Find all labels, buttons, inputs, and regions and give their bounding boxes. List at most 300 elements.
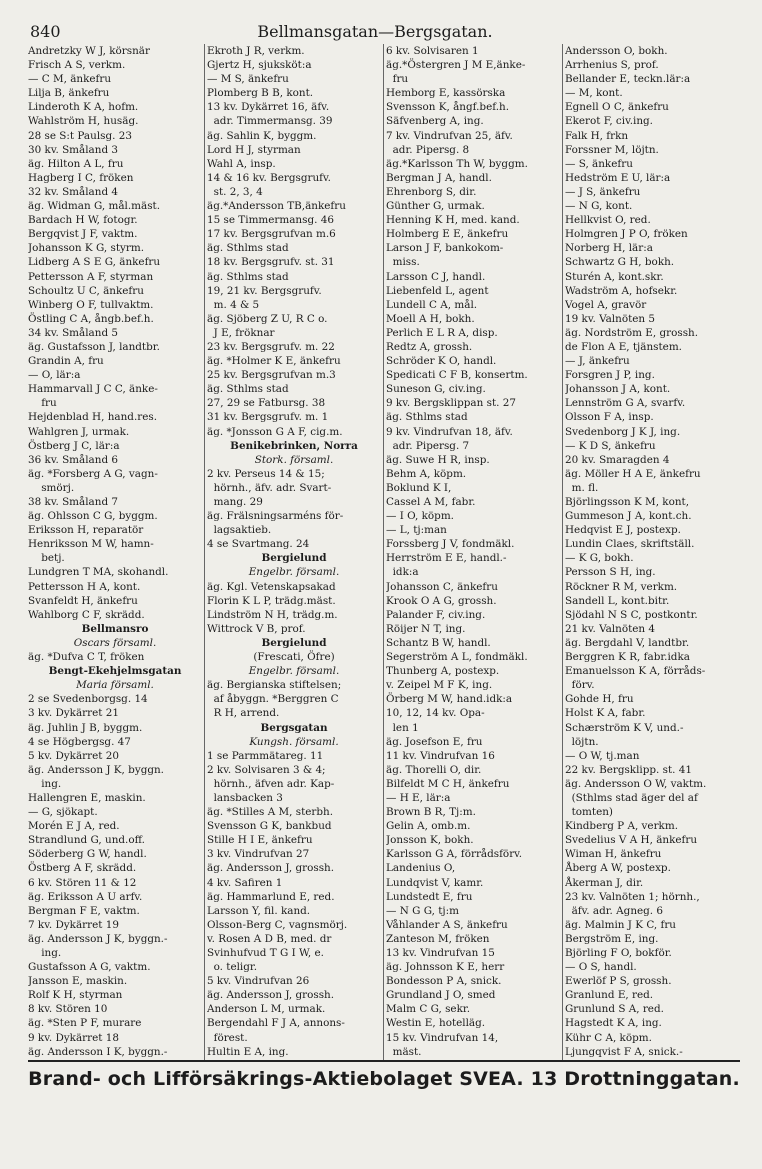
directory-entry: Hagberg I C, fröken: [28, 171, 134, 184]
directory-entry: adr. Pipersg. 8: [386, 143, 470, 156]
directory-entry: Moell A H, bokh.: [386, 312, 475, 325]
directory-entry: Grandin A, fru: [28, 355, 104, 368]
directory-entry: Bondesson P A, snick.: [386, 975, 502, 988]
directory-entry: äg. Sthlms stad: [207, 383, 289, 396]
directory-entry: 1 se Parmmätareg. 11: [207, 749, 324, 762]
directory-entry: Bergman F E, vaktm.: [28, 904, 140, 917]
directory-entry: Hedström E U, lär:a: [565, 171, 671, 184]
directory-entry: Andretzky W J, körsnär: [28, 45, 150, 57]
parish-label: Maria församl.: [76, 679, 154, 692]
directory-entry: Holst K A, fabr.: [565, 707, 646, 720]
directory-entry: — K G, bokh.: [565, 552, 634, 565]
directory-entry: Herrström E E, handl.-: [386, 552, 507, 565]
directory-entry: Lundstedt E, fru: [386, 890, 473, 903]
directory-entry: — O, lär:a: [28, 369, 81, 382]
column-3: [386, 44, 560, 1060]
directory-entry: 23 kv. Bergsgrufv. m. 22: [207, 340, 335, 353]
directory-entry: mäst.: [386, 1045, 422, 1058]
directory-entry: äg. Hammarlund E, red.: [207, 890, 335, 903]
directory-entry: Lilja B, änkefru: [28, 87, 110, 100]
directory-entry: Svensson K, ångf.bef.h.: [386, 101, 510, 114]
directory-entry: Olsson-Berg C, vagnsmörj.: [207, 918, 348, 931]
directory-entry: Grunlund S A, red.: [565, 1003, 664, 1016]
directory-entry: Hammarvall J C C, änke-: [28, 383, 158, 396]
directory-entry: löjtn.: [565, 735, 599, 748]
directory-entry: Eriksson H, reparatör: [28, 524, 144, 537]
directory-entry: — N G G, tj:m: [386, 904, 459, 917]
directory-entry: — I O, köpm.: [386, 510, 454, 523]
directory-entry: äg. Sthlms stad: [207, 270, 289, 283]
directory-entry: Bergendahl F J A, annons-: [207, 1017, 345, 1030]
directory-entry: Östling C A, ångb.bef.h.: [28, 312, 154, 325]
directory-entry: Pettersson H A, kont.: [28, 580, 141, 593]
directory-entry: Schoultz U C, änkefru: [28, 284, 144, 297]
directory-entry: Hedqvist E J, postexp.: [565, 524, 681, 537]
directory-entry: Lundqvist V, kamr.: [386, 876, 484, 889]
directory-entry: ing.: [28, 777, 62, 790]
page-title: Bellmansgatan—Bergsgatan.: [257, 22, 493, 41]
directory-entry: Segerström A L, fondmäkl.: [386, 651, 528, 664]
directory-entry: Wahlgren J, urmak.: [28, 425, 130, 438]
directory-entry: v. Zeipel M F K, ing.: [386, 679, 493, 692]
directory-entry: Gohde H, fru: [565, 693, 634, 706]
directory-entry: Bergström E, ing.: [565, 932, 659, 945]
directory-entry: Redtz A, grossh.: [386, 340, 473, 353]
directory-entry: Winberg O F, tullvaktm.: [28, 298, 154, 311]
directory-entry: 9 kv. Bergsklippan st. 27: [386, 397, 516, 410]
directory-entry: Gelin A, omb.m.: [386, 820, 471, 833]
directory-entry: Östberg J C, lär:a: [28, 439, 120, 452]
directory-entry: — J S, änkefru: [565, 185, 641, 198]
directory-entry: äg. Andersson J, grossh.: [207, 862, 335, 875]
directory-entry: Holmberg E E, änkefru: [386, 228, 509, 241]
directory-entry: 7 kv. Dykärret 19: [28, 918, 119, 931]
directory-entry: len 1: [386, 721, 419, 734]
directory-entry: Ljungqvist F A, snick.-: [565, 1045, 683, 1058]
directory-entry: (Sthlms stad äger del af: [565, 791, 698, 804]
directory-entry: äg. Frälsningsarméns för-: [207, 510, 344, 523]
directory-entry: Lindström N H, trädg.m.: [207, 608, 338, 621]
directory-entry: förest.: [207, 1031, 248, 1044]
directory-entry: Westin E, hotelläg.: [386, 1017, 486, 1030]
directory-entry: Karlsson G A, förrådsförv.: [386, 848, 523, 861]
directory-entry: 13 kv. Dykärret 16, äfv.: [207, 101, 330, 114]
directory-entry: — H E, lär:a: [386, 791, 451, 804]
column-2: [207, 44, 381, 1060]
directory-entry: äg. Andersson J K, byggn.: [28, 763, 164, 776]
directory-entry: äg. Sahlin K, byggm.: [207, 129, 317, 142]
directory-entry: — J, änkefru: [565, 355, 630, 368]
directory-entry: Bergman J A, handl.: [386, 171, 492, 184]
directory-entry: 3 kv. Vindrufvan 27: [207, 848, 310, 861]
directory-entry: Suneson G, civ.ing.: [386, 383, 486, 396]
section-heading: Benikebrinken, Norra: [230, 439, 358, 452]
directory-entry: Pettersson A F, styrman: [28, 270, 154, 283]
directory-entry: Hellkvist O, red.: [565, 214, 651, 227]
directory-entry: Larson J F, bankokom-: [386, 242, 504, 255]
directory-entry: Egnell O C, änkefru: [565, 101, 669, 114]
directory-entry: Boklund K I,: [386, 481, 452, 494]
directory-entry: Plomberg B B, kont.: [207, 87, 314, 100]
directory-entry: äg. *Jonsson G A F, cig.m.: [207, 425, 343, 438]
directory-entry: Johansson C, änkefru: [386, 580, 498, 593]
directory-entry: Wiman H, änkefru: [565, 848, 662, 861]
directory-entry: — K D S, änkefru: [565, 439, 656, 452]
directory-entry: 18 kv. Bergsgrufv. st. 31: [207, 256, 335, 269]
column-1: [28, 44, 202, 1060]
directory-entry: äg.*Östergren J M E,änke-: [386, 59, 526, 72]
directory-entry: 20 kv. Smaragden 4: [565, 453, 670, 466]
parish-label: Kungsh. församl.: [249, 735, 339, 748]
footer-advertisement: Brand- och Lifförsäkrings-Aktiebolaget SVEA. 13 Drottninggatan.: [28, 1068, 740, 1090]
directory-entry: fru: [386, 73, 409, 86]
directory-entry: Hemborg E, kassörska: [386, 87, 506, 100]
directory-entry: Thunberg A, postexp.: [386, 665, 500, 678]
directory-entry: Andersson O, bokh.: [565, 45, 668, 57]
directory-entry: fru: [28, 397, 57, 410]
directory-entry: 32 kv. Småland 4: [28, 185, 119, 198]
directory-entry: 5 kv. Vindrufvan 26: [207, 975, 310, 988]
directory-entry: 27, 29 se Fatbursg. 38: [207, 397, 326, 410]
directory-entry: Bellander E, teckn.lär:a: [565, 73, 691, 86]
directory-entry: äg. Sthlms stad: [386, 411, 468, 424]
directory-entry: Landenius O,: [386, 862, 456, 875]
section-heading: Bergielund: [261, 636, 327, 649]
directory-entry: Günther G, urmak.: [386, 200, 485, 213]
page-number: 840: [30, 22, 61, 41]
section-heading: Bergielund: [261, 552, 327, 565]
directory-entry: Larsson C J, handl.: [386, 270, 486, 283]
directory-entry: äg.*Karlsson Th W, byggm.: [386, 157, 528, 170]
directory-entry: Ehrenborg S, dir.: [386, 185, 477, 198]
directory-entry: äg. Nordström E, grossh.: [565, 326, 699, 339]
column-4: [565, 44, 740, 1060]
directory-entry: äg. Juhlin J B, byggm.: [28, 721, 143, 734]
directory-entry: Säfvenberg A, ing.: [386, 115, 484, 128]
directory-entry: äg. Johnsson K E, herr: [386, 961, 505, 974]
directory-entry: Wahlström H, husäg.: [28, 115, 139, 128]
column-divider: [204, 44, 205, 1060]
directory-entry: Malm C G, sekr.: [386, 1003, 471, 1016]
directory-entry: Wahl A, insp.: [207, 157, 276, 170]
directory-entry: Gustafsson A G, vaktm.: [28, 961, 151, 974]
directory-entry: Schröder K O, handl.: [386, 355, 497, 368]
directory-entry: äg. *Forsberg A G, vagn-: [28, 467, 158, 480]
directory-entry: Bergqvist J F, vaktm.: [28, 228, 138, 241]
parish-label: Engelbr. församl.: [248, 566, 340, 579]
directory-entry: 3 kv. Dykärret 21: [28, 707, 119, 720]
directory-entry: (Frescati, Öfre): [253, 651, 335, 664]
directory-entry: 11 kv. Vindrufvan 16: [386, 749, 495, 762]
directory-entry: 15 kv. Vindrufvan 14,: [386, 1031, 499, 1044]
directory-entry: m. fl.: [565, 481, 599, 494]
directory-entry: Lennström G A, svarfv.: [565, 397, 686, 410]
directory-entry: betj.: [28, 552, 65, 565]
directory-entry: äg. *Dufva C T, fröken: [28, 651, 145, 664]
directory-entry: 4 se Högbergsg. 47: [28, 735, 131, 748]
directory-entry: Svedenborg J K J, ing.: [565, 425, 681, 438]
section-heading: Bergsgatan: [260, 721, 328, 734]
directory-entry: 34 kv. Småland 5: [28, 326, 119, 339]
directory-entry: äg. Gustafsson J, landtbr.: [28, 340, 160, 353]
directory-entry: Frisch A S, verkm.: [28, 59, 126, 72]
directory-entry: äg. Malmin J K C, fru: [565, 918, 677, 931]
directory-entry: Strandlund G, und.off.: [28, 834, 145, 847]
directory-entry: Kindberg P A, verkm.: [565, 820, 678, 833]
directory-entry: 19 kv. Valnöten 5: [565, 312, 656, 325]
page-header: [30, 22, 720, 42]
section-heading: Bellmansro: [81, 622, 149, 635]
directory-entry: Ekroth J R, verkm.: [207, 45, 305, 57]
directory-entry: äg. Andersson O W, vaktm.: [565, 777, 707, 790]
directory-entry: Gummeson J A, kont.ch.: [565, 510, 692, 523]
directory-entry: äg. *Sten P F, murare: [28, 1017, 142, 1030]
directory-entry: Sandell L, kont.bitr.: [565, 594, 670, 607]
directory-entry: äg. Kgl. Vetenskapsakad: [207, 580, 336, 593]
directory-entry: äfv. adr. Agneg. 6: [565, 904, 664, 917]
directory-entry: Hagstedt K A, ing.: [565, 1017, 662, 1030]
directory-entry: mang. 29: [207, 496, 263, 508]
directory-entry: Palander F, civ.ing.: [386, 608, 486, 621]
directory-entry: Rolf K H, styrman: [28, 989, 123, 1002]
directory-entry: Våhlander A S, änkefru: [386, 918, 508, 931]
directory-entry: Svanfeldt H, änkefru: [28, 594, 138, 607]
directory-entry: Sjödahl N S C, postkontr.: [565, 608, 698, 621]
column-divider: [383, 44, 384, 1060]
directory-entry: Johansson K G, styrm.: [28, 242, 145, 255]
directory-entry: tomten): [565, 806, 613, 819]
directory-entry: — O S, handl.: [565, 961, 637, 974]
directory-entry: Anderson L M, urmak.: [207, 1003, 326, 1016]
directory-entry: Röijer N T, ing.: [386, 622, 466, 635]
directory-entry: m. 4 & 5: [207, 298, 260, 311]
directory-entry: Larsson Y, fil. kand.: [207, 904, 311, 917]
directory-entry: 30 kv. Småland 3: [28, 143, 119, 156]
directory-entry: 21 kv. Valnöten 4: [565, 622, 656, 635]
directory-entry: äg. *Holmer K E, änkefru: [207, 355, 341, 368]
directory-entry: 17 kv. Bergsgrufvan m.6: [207, 228, 336, 241]
directory-entry: Svensson G K, bankbud: [207, 820, 332, 833]
parish-label: Stork. församl.: [254, 453, 334, 466]
directory-entry: Ewerlöf P S, grossh.: [565, 975, 672, 988]
directory-entry: äg. Widman G, mål.mäst.: [28, 200, 161, 213]
directory-entry: Schærström K V, und.-: [565, 721, 684, 734]
directory-entry: — O W, tj.man: [565, 749, 640, 762]
directory-entry: Henriksson M W, hamn-: [28, 538, 154, 551]
parish-label: Oscars församl.: [73, 636, 157, 649]
directory-entry: 9 kv. Vindrufvan 18, äfv.: [386, 425, 513, 438]
directory-entry: idk:a: [386, 566, 419, 579]
directory-entry: 22 kv. Bergsklipp. st. 41: [565, 763, 692, 776]
directory-entry: de Flon A E, tjänstem.: [565, 340, 682, 353]
directory-entry: Perlich E L R A, disp.: [386, 326, 498, 339]
directory-entry: Brown B R, Tj:m.: [386, 806, 476, 819]
directory-entry: äg. Bergdahl V, landtbr.: [565, 636, 690, 649]
directory-entry: Svedelius V A H, änkefru: [565, 834, 698, 847]
directory-entry: 4 kv. Safiren 1: [207, 876, 283, 889]
directory-entry: 23 kv. Valnöten 1; hörnh.,: [565, 890, 700, 903]
directory-entry: 4 se Svartmang. 24: [207, 538, 310, 551]
directory-entry: Behm A, köpm.: [386, 467, 467, 480]
footer-rule: [28, 1060, 740, 1062]
directory-entry: äg.*Andersson TB,änkefru: [207, 200, 346, 213]
directory-entry: äg. Ohlsson C G, byggm.: [28, 510, 158, 523]
directory-entry: Jonsson K, bokh.: [386, 834, 474, 847]
directory-entry: smörj.: [28, 481, 75, 494]
directory-entry: äg. Sthlms stad: [207, 242, 289, 255]
directory-entry: lagsaktieb.: [207, 524, 272, 537]
directory-entry: hörnh., äfv. adr. Svart-: [207, 481, 332, 494]
directory-entry: äg. Suwe H R, insp.: [386, 453, 490, 466]
directory-entry: 6 kv. Stören 11 & 12: [28, 876, 137, 889]
directory-entry: 2 kv. Perseus 14 & 15;: [207, 467, 325, 480]
directory-entry: Arrhenius S, prof.: [565, 59, 659, 72]
directory-entry: Sturén A, kont.skr.: [565, 270, 664, 283]
directory-entry: äg. Möller H A E, änkefru: [565, 467, 701, 480]
directory-entry: Wadström A, hofsekr.: [565, 284, 678, 297]
directory-entry: Hultin E A, ing.: [207, 1045, 289, 1058]
directory-entry: 8 kv. Stören 10: [28, 1003, 108, 1016]
directory-entry: Röckner R M, verkm.: [565, 580, 678, 593]
directory-entry: R H, arrend.: [207, 707, 280, 720]
directory-entry: Jansson E, maskin.: [28, 975, 128, 988]
directory-entry: 19, 21 kv. Bergsgrufv.: [207, 284, 322, 297]
directory-entry: 2 se Svedenborgsg. 14: [28, 693, 148, 706]
directory-entry: äg. Josefson E, fru: [386, 735, 483, 748]
directory-entry: Östberg A F, skrädd.: [28, 862, 137, 875]
directory-entry: lansbacken 3: [207, 791, 283, 804]
directory-entry: äg. *Stilles A M, sterbh.: [207, 806, 334, 819]
directory-entry: Wahlborg C F, skrädd.: [28, 608, 145, 621]
directory-entry: Henning K H, med. kand.: [386, 214, 520, 227]
directory-entry: Gjertz H, sjuksköt:a: [207, 59, 312, 72]
directory-entry: Norberg H, lär:a: [565, 242, 653, 255]
directory-entry: — M, kont.: [565, 87, 623, 100]
directory-entry: Lundin Claes, skriftställ.: [565, 538, 695, 551]
directory-entry: Krook O A G, grossh.: [386, 594, 497, 607]
directory-entry: Forsgren J P, ing.: [565, 369, 655, 382]
directory-entry: äg. Andersson J, grossh.: [207, 989, 335, 1002]
directory-columns: [28, 44, 740, 1060]
directory-entry: Spedicati C F B, konsertm.: [386, 369, 528, 382]
directory-entry: — M S, änkefru: [207, 73, 289, 86]
directory-entry: — G, sjökapt.: [28, 806, 98, 819]
directory-entry: Emanuelsson K A, förråds-: [565, 665, 706, 678]
directory-entry: Kühr C A, köpm.: [565, 1031, 652, 1044]
directory-entry: af åbyggn. *Berggren C: [207, 693, 339, 706]
directory-entry: Lundgren T MA, skohandl.: [28, 566, 169, 579]
directory-entry: 36 kv. Småland 6: [28, 453, 119, 466]
directory-entry: Olsson F A, insp.: [565, 411, 654, 424]
directory-entry: 5 kv. Dykärret 20: [28, 749, 119, 762]
directory-entry: 14 & 16 kv. Bergsgrufv.: [207, 171, 331, 184]
directory-entry: Hejdenblad H, hand.res.: [28, 411, 158, 424]
directory-entry: Granlund E, red.: [565, 989, 654, 1002]
directory-entry: o. teligr.: [207, 961, 258, 974]
directory-entry: Grundland J O, smed: [386, 989, 496, 1002]
directory-entry: Liebenfeld L, agent: [386, 284, 489, 297]
directory-entry: 2 kv. Solvisaren 3 & 4;: [207, 763, 326, 776]
directory-entry: Söderberg G W, handl.: [28, 848, 147, 861]
directory-entry: 31 kv. Bergsgrufv. m. 1: [207, 411, 329, 424]
directory-entry: 10, 12, 14 kv. Opa-: [386, 707, 485, 720]
parish-label: Engelbr. församl.: [248, 665, 340, 678]
directory-entry: Zanteson M, fröken: [386, 932, 490, 945]
directory-entry: miss.: [386, 256, 420, 269]
directory-entry: Bardach H W, fotogr.: [28, 214, 138, 227]
directory-entry: — L, tj:man: [386, 524, 447, 537]
directory-entry: äg. Andersson J K, byggn.-: [28, 932, 168, 945]
directory-entry: Morén E J A, red.: [28, 820, 120, 833]
directory-entry: äg. Thorelli O, dir.: [386, 763, 482, 776]
directory-entry: Forssberg J V, fondmäkl.: [386, 538, 515, 551]
directory-entry: Hallengren E, maskin.: [28, 791, 146, 804]
directory-entry: Wittrock V B, prof.: [207, 622, 306, 635]
directory-entry: Johansson J A, kont.: [565, 383, 671, 396]
directory-entry: äg. Andersson I K, byggn.-: [28, 1045, 168, 1058]
directory-entry: Lidberg A S E G, änkefru: [28, 256, 161, 269]
directory-entry: 7 kv. Vindrufvan 25, äfv.: [386, 129, 513, 142]
directory-entry: Björling F O, bokför.: [565, 947, 672, 959]
directory-entry: Schantz B W, handl.: [386, 636, 491, 649]
directory-entry: — N G, kont.: [565, 200, 633, 213]
directory-entry: äg. Hilton A L, fru: [28, 157, 124, 170]
directory-entry: Ekerot F, civ.ing.: [565, 115, 653, 128]
section-heading: Bengt-Ekehjelmsgatan: [48, 665, 182, 678]
directory-entry: Schwartz G H, bokh.: [565, 256, 675, 269]
directory-entry: v. Rosen A D B, med. dr: [207, 932, 332, 945]
directory-entry: adr. Pipersg. 7: [386, 439, 470, 452]
directory-entry: Åkerman J, dir.: [565, 876, 644, 889]
directory-entry: st. 2, 3, 4: [207, 185, 263, 198]
directory-entry: Åberg A W, postexp.: [565, 862, 671, 875]
directory-entry: adr. Timmermansg. 39: [207, 115, 333, 128]
directory-entry: ing.: [28, 947, 62, 959]
directory-entry: 6 kv. Solvisaren 1: [386, 45, 479, 57]
directory-entry: Berggren K R, fabr.idka: [565, 651, 690, 664]
directory-entry: äg. Eriksson A U arfv.: [28, 890, 143, 903]
directory-entry: Lundell C A, mål.: [386, 298, 478, 311]
directory-entry: Falk H, frkn: [565, 129, 629, 142]
directory-entry: Linderoth K A, hofm.: [28, 101, 139, 114]
directory-entry: 13 kv. Vindrufvan 15: [386, 947, 495, 959]
directory-entry: äg. Bergianska stiftelsen;: [207, 679, 342, 692]
directory-entry: 9 kv. Dykärret 18: [28, 1031, 119, 1044]
directory-entry: 38 kv. Småland 7: [28, 496, 119, 508]
directory-entry: Persson S H, ing.: [565, 566, 656, 579]
directory-entry: förv.: [565, 679, 595, 692]
directory-entry: hörnh., äfven adr. Kap-: [207, 777, 335, 790]
directory-entry: — S, änkefru: [565, 157, 633, 170]
directory-entry: Björlingsson K M, kont,: [565, 496, 690, 508]
directory-entry: Cassel A M, fabr.: [386, 496, 476, 508]
directory-entry: Bilfeldt M C H, änkefru: [386, 777, 510, 790]
directory-entry: 15 se Timmermansg. 46: [207, 214, 334, 227]
directory-entry: Stille H I E, änkefru: [207, 834, 313, 847]
directory-entry: — C M, änkefru: [28, 73, 112, 86]
directory-entry: Forssner M, löjtn.: [565, 143, 659, 156]
directory-entry: 25 kv. Bergsgrufvan m.3: [207, 369, 336, 382]
directory-entry: Lord H J, styrman: [207, 143, 301, 156]
directory-entry: Örberg M W, hand.idk:a: [386, 693, 513, 706]
directory-entry: Svinhufvud T G I W, e.: [207, 947, 324, 959]
column-divider: [562, 44, 563, 1060]
directory-entry: J E, fröknar: [207, 326, 275, 339]
directory-entry: 28 se S:t Paulsg. 23: [28, 129, 132, 142]
directory-entry: Florin K L P, trädg.mäst.: [207, 594, 336, 607]
directory-entry: Holmgren J P O, fröken: [565, 228, 688, 241]
directory-entry: Vogel A, gravör: [565, 298, 647, 311]
